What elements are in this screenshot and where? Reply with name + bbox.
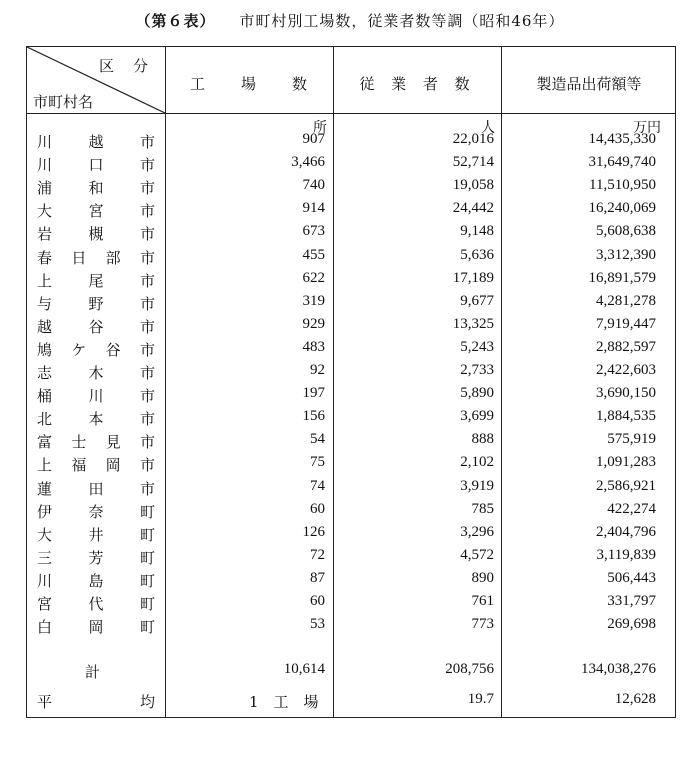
municipality-name-char: 川 [88,387,104,406]
shipments-cell: 1,091,283 [596,454,656,471]
table-row [27,385,677,408]
average-row [27,691,677,714]
municipality-name [37,547,155,568]
employees-cell: 773 [471,616,494,633]
table-row [27,362,677,385]
shipments-cell: 1,884,535 [596,408,656,425]
factories-cell: 673 [302,223,325,240]
factories-cell: 3,466 [291,154,325,171]
municipality-name-char: 芳 [88,548,104,567]
employees-cell: 4,572 [460,546,494,563]
employees-cell: 52,714 [452,154,494,171]
average-label-char: 平 [37,693,53,711]
municipality-name-char: 口 [88,156,104,175]
factories-cell: 75 [310,454,325,471]
municipality-name-char: 代 [88,595,104,613]
employees-cell: 890 [471,569,494,586]
municipality-name-char: 部 [105,248,121,267]
shipments-cell: 575,919 [607,431,656,448]
shipments-cell: 3,690,150 [596,385,656,402]
municipality-name-char: 町 [139,502,155,521]
factories-cell: 455 [302,246,325,263]
factories-cell: 87 [310,569,325,586]
header-shipments: 製造品出荷額等 [536,75,642,93]
statistics-table [26,46,676,718]
shipments-cell: 331,797 [607,593,656,609]
table-row [27,593,677,616]
unit-factories: 所 [313,120,327,136]
municipality-name-char: 市 [139,479,155,498]
municipality-name [37,339,155,360]
municipality-name-char: 本 [88,410,104,429]
municipality-name [37,385,155,406]
shipments-cell: 11,510,950 [589,177,656,194]
municipality-name-char: 富 [37,433,53,452]
municipality-name-char: 市 [139,133,155,151]
employees-cell: 13,325 [452,315,494,332]
municipality-name-char: 福 [71,456,87,475]
municipality-name-char: 市 [139,364,155,382]
factories-cell: 72 [310,546,325,563]
municipality-name-char: 与 [37,294,53,313]
factories-cell: 929 [302,315,325,332]
municipality-name [37,223,155,244]
municipality-name-char: 志 [37,364,53,382]
table-number: （第６表） [135,12,216,30]
factories-cell: 126 [302,523,325,540]
shipments-cell: 269,698 [607,616,656,633]
municipality-name-char: 谷 [105,340,121,359]
municipality-name-char: 上 [37,456,53,475]
factories-cell: 914 [302,200,325,217]
shipments-cell: 4,281,278 [596,292,656,309]
total-employees: 208,756 [445,661,494,677]
table-row [27,454,677,477]
employees-cell: 24,442 [452,200,494,217]
municipality-name-char: 市 [139,179,155,198]
municipality-name-char: 井 [88,525,104,544]
municipality-name-char: 川 [37,133,53,151]
shipments-cell: 3,312,390 [596,246,656,263]
average-factories: 1 工 場 [249,693,319,711]
municipality-name-char: ケ [71,340,87,359]
municipality-name-char: 宮 [37,595,53,613]
employees-cell: 9,677 [460,292,494,309]
employees-cell: 761 [471,593,494,609]
municipality-name-char: 市 [139,340,155,359]
municipality-name [37,593,155,614]
table-row [27,501,677,524]
municipality-name-char: 市 [139,225,155,244]
employees-cell: 5,243 [460,338,494,355]
municipality-name-char: 木 [88,364,104,382]
table-row [27,293,677,316]
municipality-name-char: 和 [88,179,104,198]
table-title [0,10,700,31]
total-label: 計 [85,663,101,681]
municipality-name-char: 川 [37,571,53,590]
shipments-cell: 2,422,603 [596,362,656,378]
municipality-name-char: 岡 [105,456,121,475]
table-row [27,616,677,639]
municipality-name-char: 三 [37,548,53,567]
total-row [27,661,677,684]
municipality-name-char: 町 [139,571,155,590]
municipality-name [37,454,155,475]
shipments-cell: 16,240,069 [588,200,656,217]
municipality-name [37,408,155,429]
municipality-name-char: 白 [37,618,53,637]
unit-employees: 人 [481,120,495,136]
municipality-name-char: 岡 [88,618,104,637]
employees-cell: 888 [471,431,494,448]
municipality-name-char: 市 [139,294,155,313]
employees-cell: 17,189 [452,269,494,286]
municipality-name [37,478,155,499]
municipality-name-char: 市 [139,317,155,336]
unit-shipments: 万円 [633,120,661,136]
shipments-cell: 16,891,579 [588,269,656,286]
table-row [27,154,677,177]
table-row [27,524,677,547]
municipality-name [37,293,155,314]
municipality-name [37,200,155,221]
municipality-name-char: 上 [37,271,53,290]
shipments-cell: 2,586,921 [596,477,656,494]
shipments-cell: 2,404,796 [596,523,656,540]
shipments-cell: 422,274 [607,500,656,517]
header-category: 区 分 [99,57,151,75]
municipality-name-char: 市 [139,156,155,175]
shipments-cell: 2,882,597 [596,338,656,355]
shipments-cell: 14,435,330 [588,131,656,147]
employees-cell: 9,148 [460,223,494,240]
average-shipments: 12,628 [614,691,656,707]
factories-cell: 740 [302,177,325,194]
municipality-name-char: 浦 [37,179,53,198]
municipality-name-char: 市 [139,248,155,267]
municipality-name-char: 北 [37,410,53,429]
factories-cell: 156 [302,408,325,425]
municipality-name-char: 越 [37,317,53,336]
shipments-cell: 7,919,447 [596,315,656,332]
employees-cell: 2,733 [460,362,494,378]
municipality-name-char: 市 [139,410,155,429]
factories-cell: 60 [310,500,325,517]
municipality-name-char: 市 [139,387,155,406]
average-employees: 19.7 [467,691,494,707]
municipality-name-char: 日 [71,248,87,267]
municipality-name [37,570,155,591]
municipality-name [37,362,155,383]
municipality-name [37,316,155,337]
employees-cell: 785 [471,500,494,517]
header-divider [27,113,675,114]
employees-cell: 3,919 [460,477,494,494]
municipality-name-char: 士 [71,433,87,452]
factories-cell: 197 [302,385,325,402]
table-row [27,223,677,246]
header-municipality: 市町村名 [33,93,94,111]
table-row [27,270,677,293]
total-factories: 10,614 [283,661,325,677]
municipality-name [37,524,155,545]
factories-cell: 92 [310,362,325,378]
factories-cell: 319 [302,292,325,309]
table-row [27,431,677,454]
factories-cell: 907 [302,131,325,147]
table-row [27,200,677,223]
factories-cell: 53 [310,616,325,633]
municipality-name-char: 大 [37,525,53,544]
municipality-name-char: 谷 [88,317,104,336]
municipality-name-char: 島 [88,571,104,590]
municipality-name [37,616,155,637]
employees-cell: 5,636 [460,246,494,263]
municipality-name [37,154,155,175]
factories-cell: 622 [302,269,325,286]
municipality-name-char: 田 [88,479,104,498]
municipality-name-char: 鳩 [37,340,53,359]
total-shipments: 134,038,276 [581,661,656,677]
municipality-name-char: 槻 [88,225,104,244]
municipality-name-char: 町 [139,618,155,637]
municipality-name-char: 桶 [37,387,53,406]
factories-cell: 60 [310,593,325,609]
municipality-name-char: 越 [88,133,104,151]
shipments-cell: 5,608,638 [596,223,656,240]
table-row [27,177,677,200]
table-row [27,247,677,270]
factories-cell: 54 [310,431,325,448]
municipality-name-char: 町 [139,525,155,544]
table-row [27,408,677,431]
average-label-char: 均 [139,693,155,711]
shipments-cell: 506,443 [607,569,656,586]
municipality-name-char: 伊 [37,502,53,521]
municipality-name [37,177,155,198]
municipality-name-char: 春 [37,248,53,267]
table-row [27,547,677,570]
shipments-cell: 3,119,839 [596,546,656,563]
municipality-name-char: 岩 [37,225,53,244]
employees-cell: 3,699 [460,408,494,425]
municipality-name-char: 大 [37,202,53,221]
factories-cell: 483 [302,338,325,355]
municipality-name-char: 蓮 [37,479,53,498]
municipality-name [37,270,155,291]
municipality-name [37,431,155,452]
municipality-name-char: 市 [139,202,155,221]
municipality-name-char: 奈 [88,502,104,521]
table-row [27,339,677,362]
municipality-name-char: 町 [139,548,155,567]
municipality-name-char: 尾 [88,271,104,290]
shipments-cell: 31,649,740 [588,154,656,171]
table-title-text: 市町村別工場数，従業者数等調（昭和46年） [239,12,565,30]
municipality-name-char: 野 [88,294,104,313]
municipality-name-char: 見 [105,433,121,452]
employees-cell: 19,058 [452,177,494,194]
municipality-name-char: 市 [139,433,155,452]
employees-cell: 22,016 [452,131,494,147]
municipality-name-char: 市 [139,271,155,290]
table-row [27,570,677,593]
average-label [37,691,155,712]
municipality-name-char: 宮 [88,202,104,221]
municipality-name-char: 市 [139,456,155,475]
municipality-name [37,501,155,522]
table-row [27,131,677,154]
employees-cell: 3,296 [460,523,494,540]
table-row [27,478,677,501]
header-employees: 従 業 者 数 [359,75,476,93]
municipality-name-char: 町 [139,595,155,613]
municipality-name [37,131,155,152]
employees-cell: 5,890 [460,385,494,402]
factories-cell: 74 [310,477,325,494]
municipality-name [37,247,155,268]
employees-cell: 2,102 [460,454,494,471]
header-factories: 工 場 数 [189,75,309,93]
municipality-name-char: 川 [37,156,53,175]
table-row [27,316,677,339]
